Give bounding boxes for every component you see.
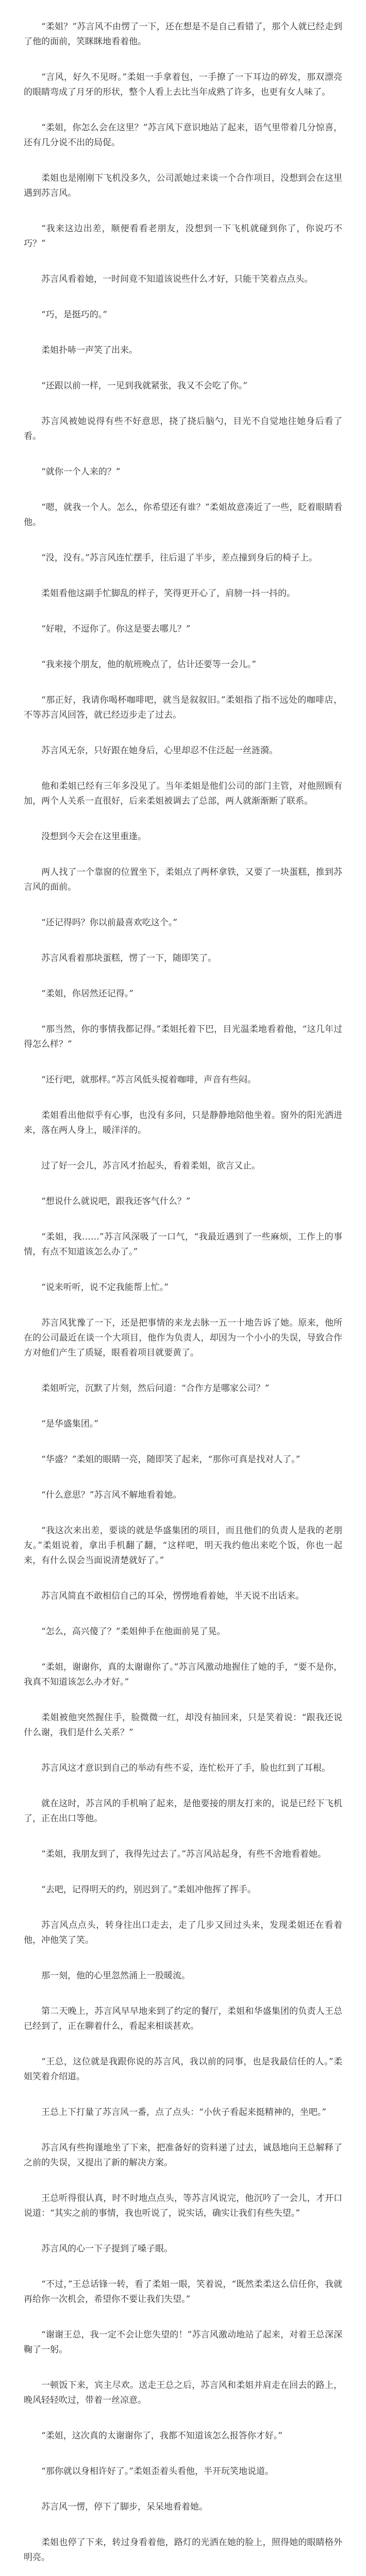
story-paragraph: “柔姐，谢谢你，真的太谢谢你了。”苏言风激动地握住了她的手，“要不是你，我真不知道该怎么办才好。” — [24, 1662, 342, 1687]
story-paragraph: 王总听得很认真，时不时地点点头，等苏言风说完，他沉吟了一会儿，才开口说道：“其实之前的事情，我也听说了，说实话，确实让我们有些失望。” — [24, 2193, 342, 2218]
story-paragraph: 柔姐也是刚刚下飞机没多久，公司派她过来谈一个合作项目，没想到会在这里遇到苏言风。 — [24, 173, 342, 198]
story-paragraph: “是华盛集团。” — [41, 1419, 98, 1429]
story-paragraph: 苏言风有些拘谨地坐了下来，把准备好的资料递了过去，诚恳地向王总解释了之前的失误，又提出了新的解决方案。 — [24, 2143, 342, 2168]
story-paragraph: “怎么，高兴傻了？”柔姐伸手在他面前晃了晃。 — [41, 1626, 226, 1637]
story-paragraph: 过了好一会儿，苏言风才抬起头，看着柔姐，欲言又止。 — [41, 1161, 260, 1171]
story-paragraph: 柔姐看他这副手忙脚乱的样子，笑得更开心了，肩膀一抖一抖的。 — [41, 588, 295, 599]
story-paragraph: 苏言风看着她，一时间竟不知道该说些什么才好，只能干笑着点点头。 — [41, 274, 313, 284]
story-paragraph: “不过，”王总话锋一转，看了柔姐一眼，笑着说，“既然柔柔这么信任你，我就再给你一次机会，希望你不要让我们失望。” — [24, 2279, 342, 2304]
story-paragraph: “言风，好久不见呀。”柔姐一手拿着包，一手撩了一下耳边的碎发，那双漂亮的眼睛弯成了月牙的形状，整个人看上去比当年成熟了许多，也更有女人味了。 — [24, 72, 342, 97]
story-paragraph: “那当然，你的事情我都记得。”柔姐托着下巴，目光温柔地看着他，“这几年过得怎么样？” — [24, 1024, 342, 1049]
story-paragraph: “什么意思？”苏言风不解地看着她。 — [41, 1490, 182, 1500]
story-paragraph: “那正好，我请你喝杯咖啡吧，就当是叙叙旧。”柔姐指了指不远处的咖啡店，不等苏言风回答，就已经迈步走了过去。 — [24, 695, 342, 720]
story-paragraph: 两人找了一个靠窗的位置坐下，柔姐点了两杯拿铁，又要了一块蛋糕，推到苏言风的面前。 — [24, 867, 342, 892]
story-paragraph: “还记得吗？你以前最喜欢吃这个。” — [41, 918, 177, 928]
story-paragraph: 苏言风这才意识到自己的举动有些不妥，连忙松开了手，脸也红到了耳根。 — [41, 1763, 330, 1773]
story-paragraph: “柔姐，你居然还记得。” — [41, 989, 134, 999]
story-paragraph: 苏言风犹豫了一下，还是把事情的来龙去脉一五一十地告诉了她。原来，他所在的公司最近在谈一个大项目，他作为负责人，却因为一个小小的失误，导致合作方对他们产生了质疑，眼看着项目就要黄了。 — [24, 1318, 342, 1358]
story-paragraph: “柔姐，我朋友到了，我得先过去了。”苏言风站起身，有些不舍地看着她。 — [41, 1849, 326, 1859]
story-paragraph: 没想到今天会在这里重逢。 — [41, 832, 146, 842]
story-paragraph: 柔姐看出他似乎有心事，也没有多问，只是静静地陪他坐着。窗外的阳光洒进来，落在两人身上，暖洋洋的。 — [24, 1110, 342, 1136]
story-paragraph: 苏言风一愣，停下了脚步，呆呆地看着她。 — [41, 2502, 208, 2512]
story-paragraph: 柔姐被他突然握住手，脸微微一红，却没有抽回来，只是笑着说：“跟我还说什么谢，我们是什么关系？” — [24, 1713, 342, 1738]
story-paragraph: “好啦，不逗你了。你这是要去哪儿？” — [41, 624, 191, 634]
story-paragraph: “说来听听，说不定我能帮上忙。” — [41, 1282, 169, 1293]
story-paragraph: “柔姐，你怎么会在这里？”苏言风下意识地站了起来，语气里带着几分惊喜，还有几分说不出的局促。 — [24, 123, 342, 148]
story-paragraph: “我这次来出差，要谈的就是华盛集团的项目，而且他们的负责人是我的老朋友。”柔姐说着，拿出手机翻了翻，“这样吧，明天我约他出来吃个饭，你也一起来，有什么误会当面说清楚就好了。” — [24, 1526, 342, 1566]
story-paragraph: 柔姐也停了下来，转过身看着他，路灯的光洒在她的脸上，照得她的眼睛格外明亮。 — [24, 2537, 342, 2563]
story-paragraph: “还行吧，就那样。”苏言风低头搅着咖啡，声音有些闷。 — [41, 1075, 256, 1085]
story-paragraph: 苏言风的心一下子提到了嗓子眼。 — [41, 2244, 173, 2254]
story-paragraph: “我来接个朋友，他的航班晚点了，估计还要等一会儿。” — [41, 659, 256, 670]
story-paragraph: 王总上下打量了苏言风一番，点了点头：“小伙子看起来挺精神的，坐吧。” — [41, 2107, 326, 2117]
story-paragraph: 柔姐扑哧一声笑了出来。 — [41, 345, 138, 355]
story-paragraph: 苏言风简直不敢相信自己的耳朵，愣愣地看着她，半天说不出话来。 — [41, 1591, 304, 1601]
story-paragraph: 那一刻，他的心里忽然涌上一股暖流。 — [41, 1971, 190, 1981]
story-paragraph: “巧，是挺巧的。” — [41, 310, 107, 320]
story-paragraph: “没，没有。”苏言风连忙摆手，往后退了半步，差点撞到身后的椅子上。 — [41, 553, 318, 563]
story-paragraph: 苏言风看着那块蛋糕，愣了一下，随即笑了。 — [41, 953, 217, 963]
story-paragraph: 就在这时，苏言风的手机响了起来，是他要接的朋友打来的，说是已经下飞机了，正在出口等他。 — [24, 1799, 342, 1824]
story-paragraph: “华盛？”柔姐的眼睛一亮，随即笑了起来，“那你可真是找对人了。” — [41, 1454, 301, 1465]
story-paragraph: 苏言风无奈，只好跟在她身后，心里却忍不住泛起一丝涟漪。 — [41, 745, 278, 756]
story-paragraph: 他和柔姐已经有三年多没见了。当年柔姐是他们公司的部门主管，对他照顾有加，两个人关系一直很好，后来柔姐被调去了总部，两人就渐渐断了联系。 — [24, 781, 342, 806]
story-paragraph: “柔姐？”苏言风不由愣了一下，还在想是不是自己看错了，那个人就已经走到了他的面前，笑眯眯地看着他。 — [24, 22, 342, 47]
story-paragraph: “想说什么就说吧，跟我还客气什么？” — [41, 1196, 191, 1207]
story-paragraph: “去吧，记得明天的约，别迟到了。”柔姐冲他挥了挥手。 — [41, 1885, 256, 1895]
story-paragraph: “嗯，就我一个人。怎么，你希望还有谁？”柔姐故意凑近了一些，眨着眼睛看他。 — [24, 502, 342, 528]
story-paragraph: 柔姐听完，沉默了片刻，然后问道：“合作方是哪家公司？” — [41, 1383, 270, 1394]
story-paragraph: “谢谢王总，我一定不会让您失望的！”苏言风激动地站了起来，对着王总深深鞠了一躬。 — [24, 2330, 342, 2355]
story-paragraph: “还跟以前一样，一见到我就紧张，我又不会吃了你。” — [41, 381, 247, 391]
story-paragraph: “我来这边出差，顺便看看老朋友，没想到一下飞机就碰到你了，你说巧不巧？” — [24, 224, 342, 249]
story-paragraph: 苏言风被她说得有些不好意思，挠了挠后脑勺，目光不自觉地往她身后看了看。 — [24, 416, 342, 442]
story-paragraph: 一顿饭下来，宾主尽欢。送走王总之后，苏言风和柔姐并肩走在回去的路上，晚风轻轻吹过，带着一丝凉意。 — [24, 2380, 342, 2405]
story-paragraph: “柔姐，这次真的太谢谢你了，我都不知道该怎么报答你才好。” — [41, 2431, 282, 2441]
story-paragraph: “那你就以身相许好了。”柔姐歪着头看他，半开玩笑地说道。 — [41, 2466, 274, 2477]
story-paragraph: 第二天晚上，苏言风早早地来到了约定的餐厅，柔姐和华盛集团的负责人王总已经到了，正在聊着什么，看起来相谈甚欢。 — [24, 2006, 342, 2031]
story-paragraph: 苏言风点点头，转身往出口走去，走了几步又回过头来，发现柔姐还在看着他，冲他笑了笑。 — [24, 1920, 342, 1945]
story-paragraph: “王总，这位就是我跟你说的苏言风，我以前的同事，也是我最信任的人。”柔姐笑着介绍道。 — [24, 2057, 342, 2082]
story-paragraph: “就你一个人来的？” — [41, 467, 121, 477]
story-paragraph: “柔姐，我……”苏言风深吸了一口气，“我最近遇到了一些麻烦，工作上的事情，有点不知道该怎么办了。” — [24, 1232, 342, 1257]
